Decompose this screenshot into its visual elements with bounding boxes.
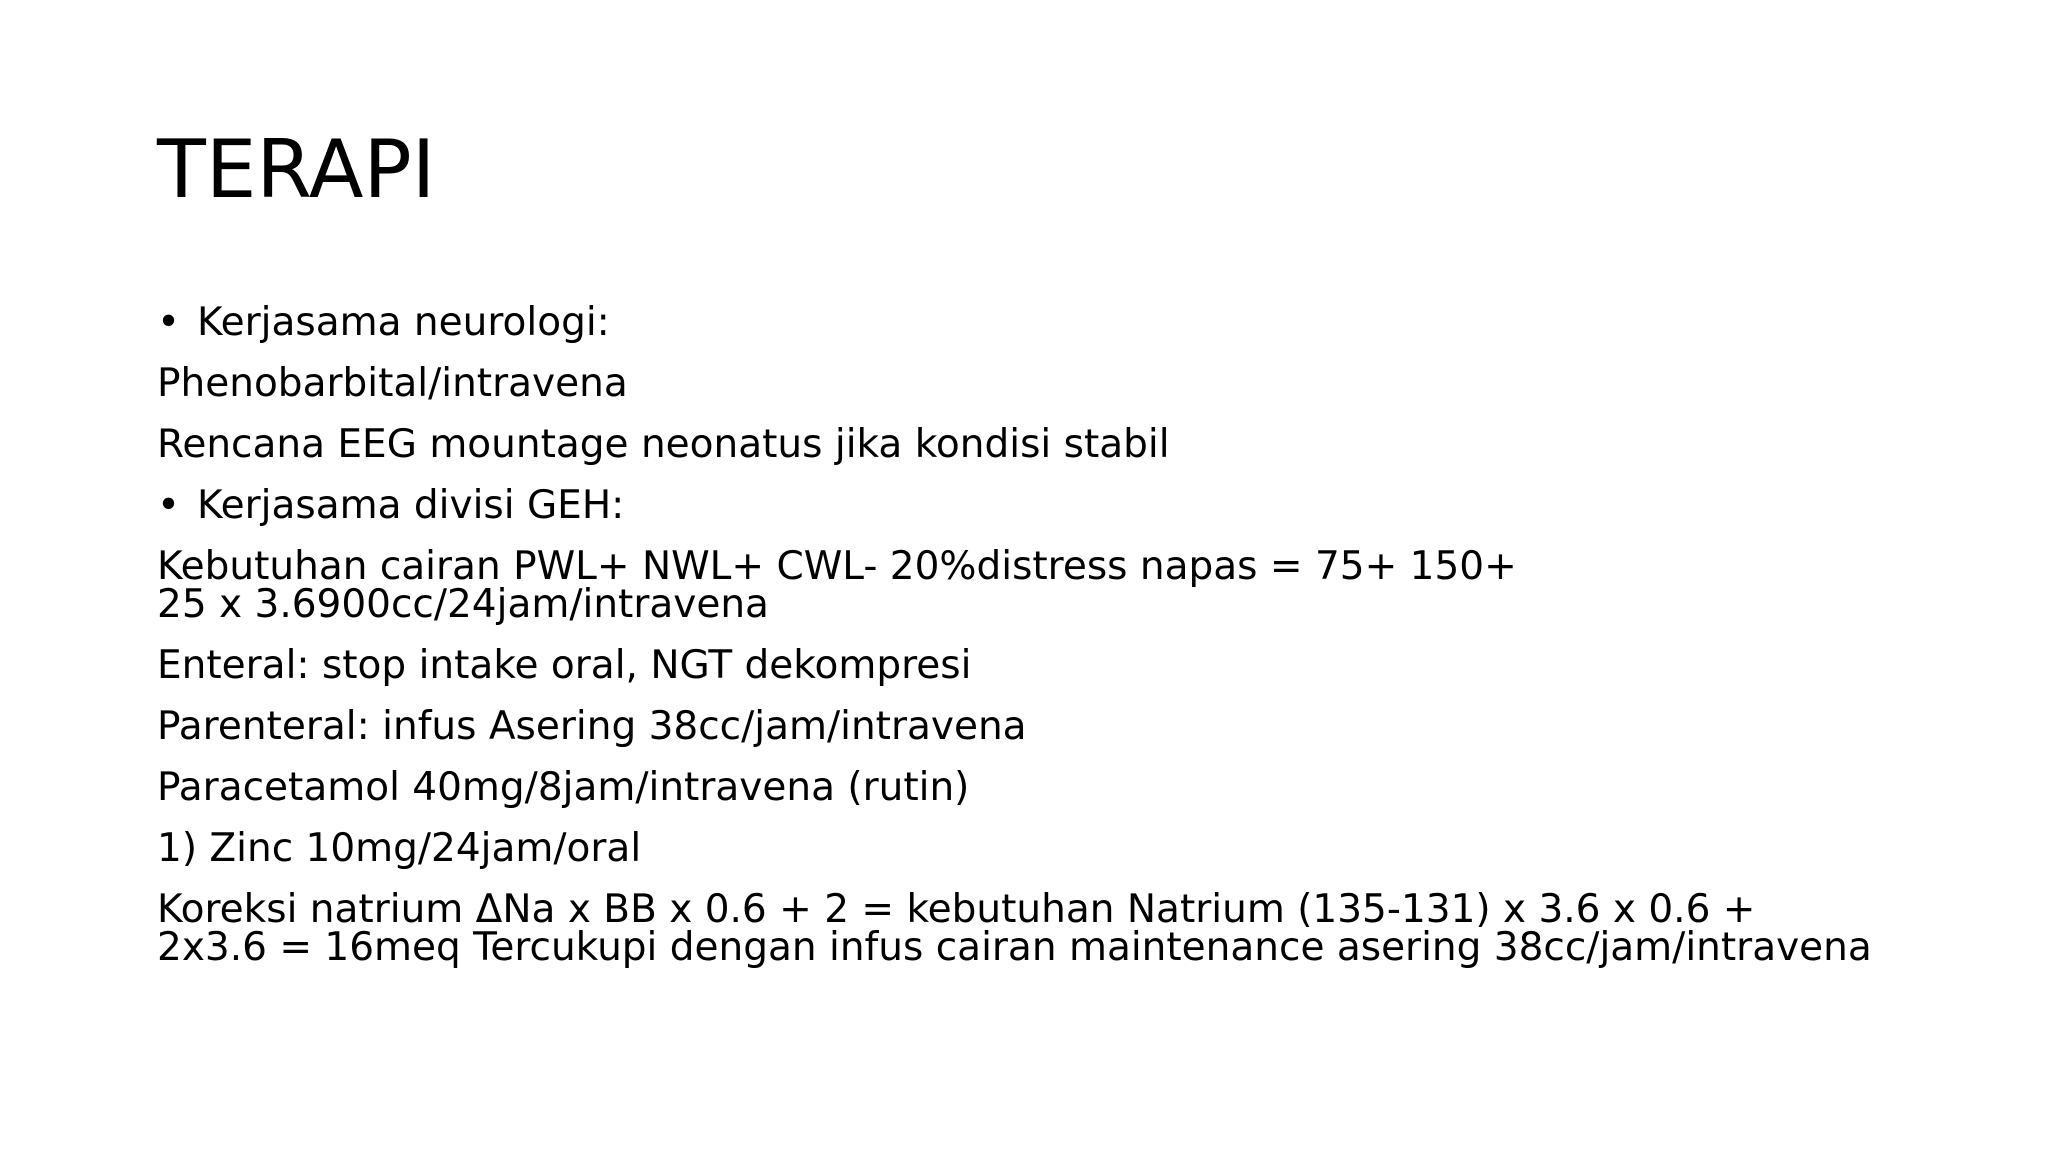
text-line: Enteral: stop intake oral, NGT dekompresi — [157, 643, 972, 688]
slide-body — [157, 300, 1917, 990]
bullet-icon: • — [157, 483, 181, 528]
bullet-icon: • — [157, 300, 181, 345]
text-line: Rencana EEG mountage neonatus jika kondisi stabil — [157, 422, 1170, 467]
slide-title: TERAPI — [157, 123, 436, 216]
text-line: Phenobarbital/intravena — [157, 361, 628, 406]
text-line-fluid-needs: Kebutuhan cairan PWL+ NWL+ CWL- 20%distress napas = 75+ 150+ 25 x 3.6900cc/24jam/intravena — [157, 544, 1517, 627]
text-line: Parenteral: infus Asering 38cc/jam/intravena — [157, 704, 1027, 749]
bullet-item-geh — [157, 483, 1917, 528]
bullet-text: Kerjasama divisi GEH: — [197, 483, 625, 528]
text-line: Paracetamol 40mg/8jam/intravena (rutin) — [157, 765, 970, 810]
bullet-item-neurologi — [157, 300, 1917, 345]
text-line-sodium-correction: Koreksi natrium ΔNa x BB x 0.6 + 2 = kebutuhan Natrium (135-131) x 3.6 x 0.6 + 2x3.6 = 16meq Tercukupi dengan infus cairan maintenance asering 38cc/jam/intravena — [157, 887, 1872, 970]
text-line: 1) Zinc 10mg/24jam/oral — [157, 826, 642, 871]
bullet-text: Kerjasama neurologi: — [197, 300, 610, 345]
